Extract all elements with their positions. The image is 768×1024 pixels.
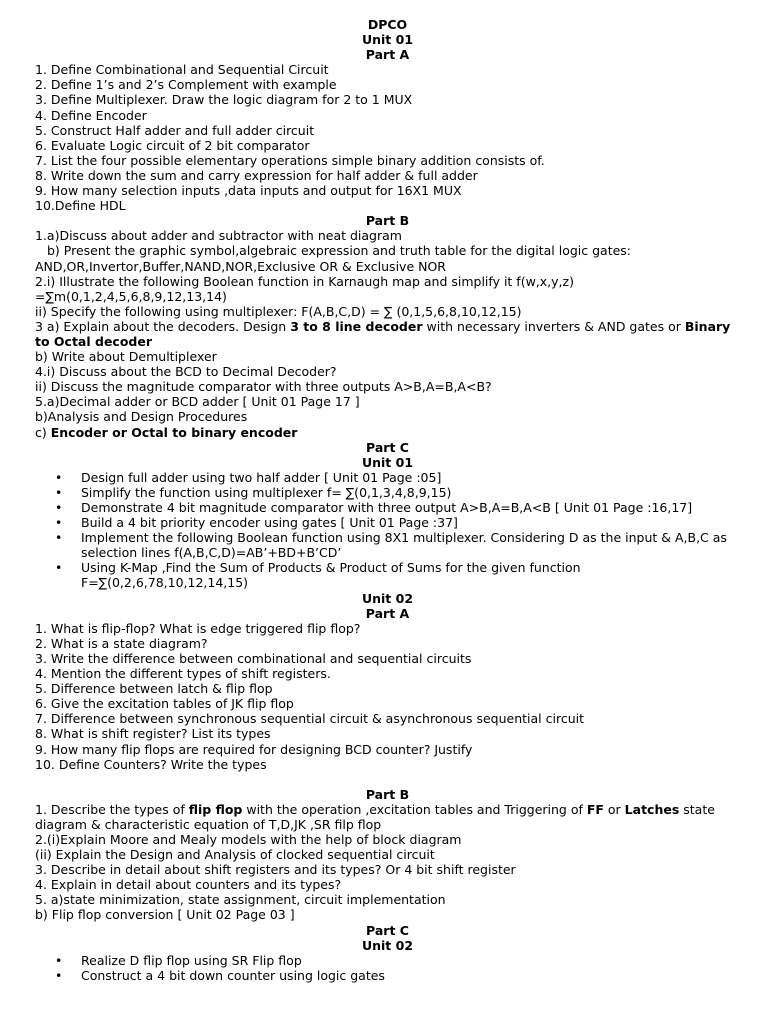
part-c-heading: Part C: [366, 922, 409, 938]
unit1-part-a-list: [35, 62, 740, 213]
bullet-icon: •: [55, 560, 63, 576]
bullet-icon: •: [55, 484, 63, 500]
question-item: 1. Define Combinational and Sequential Circuit: [35, 62, 329, 78]
question-item: b) Present the graphic symbol,algebraic expression and truth table for the digital logic gates:: [47, 243, 632, 259]
question-item: 1.a)Discuss about adder and subtractor with neat diagram: [35, 228, 402, 244]
question-item: b)Analysis and Design Procedures: [35, 409, 248, 425]
text-span: 3 a) Explain about the decoders. Design: [35, 318, 291, 334]
bold-text: FF: [586, 801, 604, 817]
bullet-icon: •: [55, 530, 63, 546]
bold-text: Encoder or Octal to binary encoder: [50, 424, 298, 440]
part-a-heading: Part A: [365, 605, 410, 621]
list-item: [35, 500, 740, 515]
unit-heading: Unit 02: [361, 590, 414, 606]
unit-heading: Unit 01: [361, 454, 414, 470]
question-item: 5. Difference between latch & flip flop: [35, 681, 273, 697]
question-item: [35, 425, 740, 440]
part-b-heading: Part B: [365, 213, 410, 229]
question-item: 3. Define Multiplexer. Draw the logic diagram for 2 to 1 MUX: [35, 92, 413, 108]
list-item: [35, 953, 740, 968]
question-item: 2.i) Illustrate the following Boolean function in Karnaugh map and simplify it f(w,x,y,z): [35, 273, 574, 289]
unit-heading: Unit 01: [361, 32, 414, 48]
unit2-part-c-list: [35, 953, 740, 983]
question-item: 9. How many selection inputs ,data inputs and output for 16X1 MUX: [35, 183, 462, 199]
question-item: 2. Define 1’s and 2’s Complement with example: [35, 77, 337, 93]
document-page: [35, 17, 740, 983]
question-item: 8. Write down the sum and carry expression for half adder & full adder: [35, 167, 478, 183]
unit2-part-a-list: [35, 621, 740, 772]
question-item: (ii) Explain the Design and Analysis of clocked sequential circuit: [35, 847, 435, 863]
bullet-icon: •: [55, 515, 63, 531]
question-item: ii) Specify the following using multiplexer: F(A,B,C,D) = ∑ (0,1,5,6,8,10,12,15): [35, 303, 522, 319]
question-item: diagram & characteristic equation of T,D,JK ,SR filp flop: [35, 816, 382, 832]
question-item: 5. a)state minimization, state assignment, circuit implementation: [35, 892, 446, 908]
question-item: 6. Evaluate Logic circuit of 2 bit comparator: [35, 137, 310, 153]
part-b-heading: Part B: [365, 786, 410, 802]
list-item: [35, 485, 740, 500]
question-item: b) Write about Demultiplexer: [35, 349, 217, 365]
list-item-text: Construct a 4 bit down counter using logic gates: [81, 967, 385, 983]
list-item-text: Build a 4 bit priority encoder using gates [ Unit 01 Page :37]: [81, 515, 458, 531]
list-item: [35, 515, 740, 530]
question-item: 3. Write the difference between combinational and sequential circuits: [35, 650, 472, 666]
list-item-text: Implement the following Boolean function using 8X1 multiplexer. Considering D as the input & A,B,C as selection lines f(A,B,C,D)=AB’+BD+B’CD’: [81, 530, 727, 561]
list-item-text: Demonstrate 4 bit magnitude comparator with three output A>B,A=B,A<B [ Unit 01 Page :16,17]: [81, 500, 693, 515]
question-item: 1. What is flip-flop? What is edge triggered flip flop?: [35, 620, 361, 636]
text-span: or: [603, 801, 625, 817]
question-item: 8. What is shift register? List its types: [35, 726, 271, 742]
list-item-text: Using K-Map ,Find the Sum of Products & Product of Sums for the given function F=∑(0,2,6,78,10,12,14,15): [81, 560, 581, 591]
text-span: 1. Describe the types of: [35, 801, 189, 817]
bold-text: to Octal decoder: [35, 333, 153, 349]
spacer: [35, 772, 740, 787]
bullet-icon: •: [55, 952, 63, 968]
list-item-text: Realize D flip flop using SR Flip flop: [81, 952, 302, 968]
unit1-part-c-list: [35, 470, 740, 591]
question-item: 2. What is a state diagram?: [35, 635, 208, 651]
bold-text: flip flop: [188, 801, 243, 817]
list-item: [35, 968, 740, 983]
bold-text: 3 to 8 line decoder: [290, 318, 423, 334]
question-item: 4. Explain in detail about counters and its types?: [35, 877, 342, 893]
question-item: 2.(i)Explain Moore and Mealy models with the help of block diagram: [35, 831, 462, 847]
question-item: 10.Define HDL: [35, 198, 126, 214]
text-span: with necessary inverters & AND gates or: [422, 318, 685, 334]
unit2-part-b-list: [35, 802, 740, 923]
question-item: AND,OR,Invertor,Buffer,NAND,NOR,Exclusive OR & Exclusive NOR: [35, 258, 446, 274]
bold-text: Binary: [684, 318, 731, 334]
question-item: 9. How many flip flops are required for designing BCD counter? Justify: [35, 741, 473, 757]
question-item: 6. Give the excitation tables of JK flip flop: [35, 696, 294, 712]
list-item: [35, 470, 740, 485]
list-item: [35, 560, 740, 590]
bullet-icon: •: [55, 967, 63, 983]
question-item: b) Flip flop conversion [ Unit 02 Page 03 ]: [35, 907, 295, 923]
question-item: 7. List the four possible elementary operations simple binary addition consists of.: [35, 152, 545, 168]
list-item-text: Design full adder using two half adder [ Unit 01 Page :05]: [81, 469, 442, 485]
question-item: ii) Discuss the magnitude comparator with three outputs A>B,A=B,A<B?: [35, 379, 492, 395]
document-title: DPCO: [367, 17, 408, 32]
question-item: 4.i) Discuss about the BCD to Decimal Decoder?: [35, 364, 337, 380]
unit1-part-b-list: [35, 228, 740, 439]
list-item: [35, 530, 740, 560]
part-c-heading: Part C: [366, 439, 409, 455]
question-item: 7. Difference between synchronous sequential circuit & asynchronous sequential circuit: [35, 711, 584, 727]
part-a-heading: Part A: [365, 47, 410, 63]
bold-text: Latches: [624, 801, 680, 817]
question-item: 4. Define Encoder: [35, 107, 147, 123]
text-span: c): [35, 424, 51, 440]
text-span: with the operation ,excitation tables and Triggering of: [242, 801, 587, 817]
bullet-icon: •: [55, 469, 63, 485]
question-item: [35, 319, 740, 334]
bullet-icon: •: [55, 500, 63, 515]
question-item: 5. Construct Half adder and full adder circuit: [35, 122, 315, 138]
question-item: =∑m(0,1,2,4,5,6,8,9,12,13,14): [35, 288, 227, 304]
unit-heading: Unit 02: [361, 937, 414, 953]
question-item: 5.a)Decimal adder or BCD adder [ Unit 01 Page 17 ]: [35, 394, 360, 410]
question-item: [35, 802, 740, 817]
question-item: 10. Define Counters? Write the types: [35, 756, 267, 772]
list-item-text: Simplify the function using multiplexer f= ∑(0,1,3,4,8,9,15): [81, 484, 452, 500]
question-item: [35, 334, 740, 349]
text-span: state: [679, 801, 715, 817]
question-item: 3. Describe in detail about shift registers and its types? Or 4 bit shift register: [35, 862, 516, 878]
question-item: 4. Mention the different types of shift registers.: [35, 666, 331, 682]
